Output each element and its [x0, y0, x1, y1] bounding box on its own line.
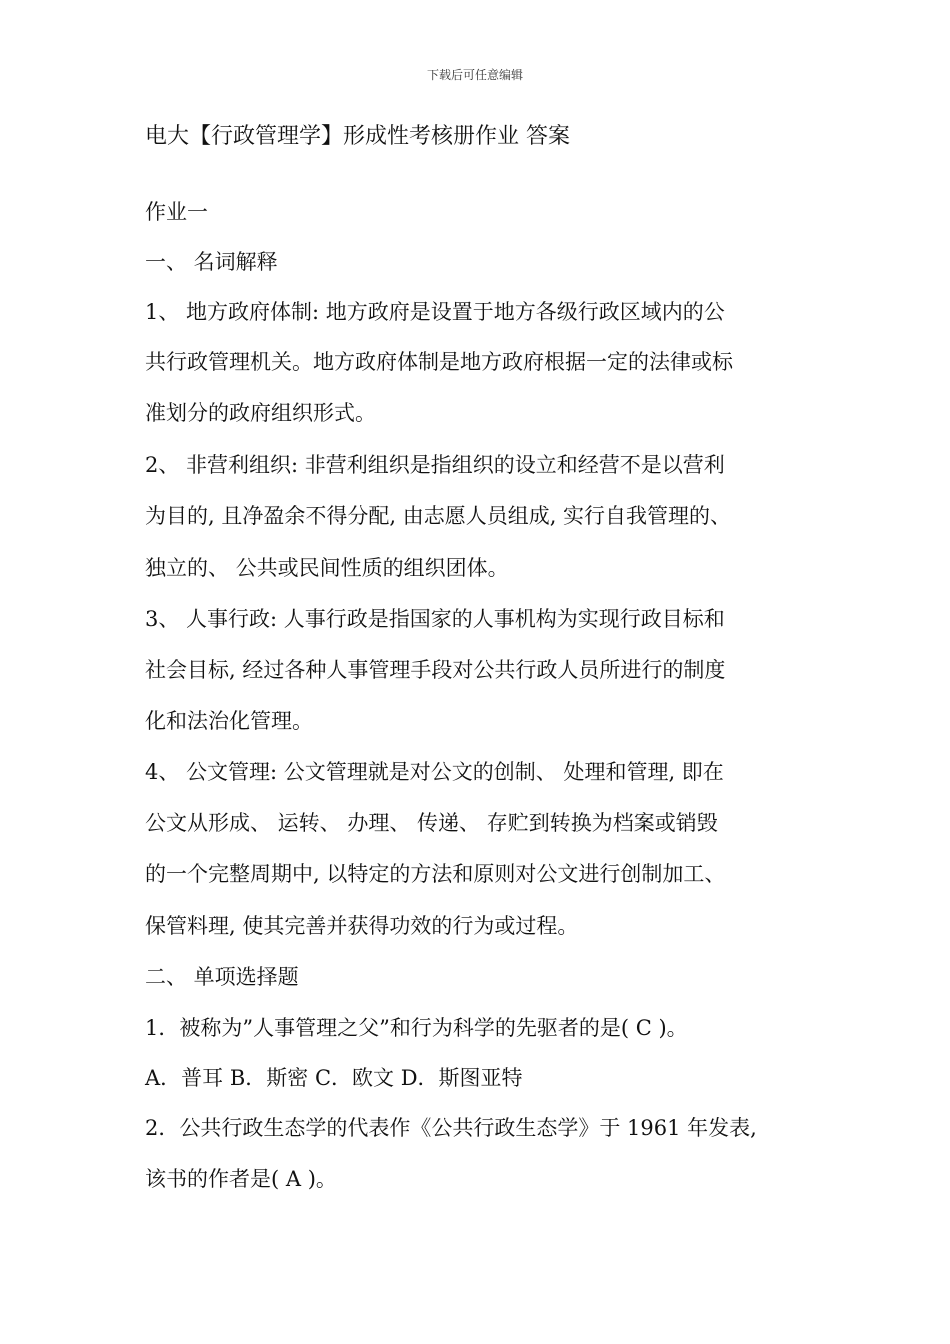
question-text: 1．被称为”人事管理之父”和行为科学的先驱者的是( C )。 — [145, 1016, 688, 1040]
paragraph-line: 3、 人事行政: 人事行政是指国家的人事机构为实现行政目标和 — [145, 607, 725, 631]
paragraph-line: 社会目标, 经过各种人事管理手段对公共行政人员所进行的制度 — [145, 658, 726, 682]
section-heading-terms: 一、 名词解释 — [145, 250, 278, 274]
paragraph-line: 公文从形成、 运转、 办理、 传递、 存贮到转换为档案或销毁 — [145, 811, 718, 835]
question-options: A．普耳 B．斯密 C．欧文 D．斯图亚特 — [145, 1066, 523, 1090]
paragraph-line: 独立的、 公共或民间性质的组织团体。 — [145, 556, 509, 580]
question-text: 2．公共行政生态学的代表作《公共行政生态学》于 1961 年发表, — [145, 1116, 757, 1140]
paragraph-line: 保管料理, 使其完善并获得功效的行为或过程。 — [145, 914, 579, 938]
document-title: 电大【行政管理学】形成性考核册作业 答案 — [145, 124, 570, 149]
paragraph-line: 共行政管理机关。地方政府体制是地方政府根据一定的法律或标 — [145, 350, 733, 374]
question-text: 该书的作者是( A )。 — [145, 1167, 337, 1191]
paragraph-line: 为目的, 且净盈余不得分配, 由志愿人员组成, 实行自我管理的、 — [145, 504, 732, 528]
paragraph-line: 准划分的政府组织形式。 — [145, 401, 376, 425]
paragraph-line: 化和法治化管理。 — [145, 709, 313, 733]
header-note: 下载后可任意编辑 — [426, 68, 523, 82]
section-heading-assignment-1: 作业一 — [145, 200, 208, 224]
section-heading-single-choice: 二、 单项选择题 — [145, 965, 299, 989]
paragraph-line: 4、 公文管理: 公文管理就是对公文的创制、 处理和管理, 即在 — [145, 760, 724, 784]
paragraph-line: 的一个完整周期中, 以特定的方法和原则对公文进行创制加工、 — [145, 862, 726, 886]
paragraph-line: 2、 非营利组织: 非营利组织是指组织的设立和经营不是以营利 — [145, 453, 725, 477]
paragraph-line: 1、 地方政府体制: 地方政府是设置于地方各级行政区域内的公 — [145, 300, 725, 324]
